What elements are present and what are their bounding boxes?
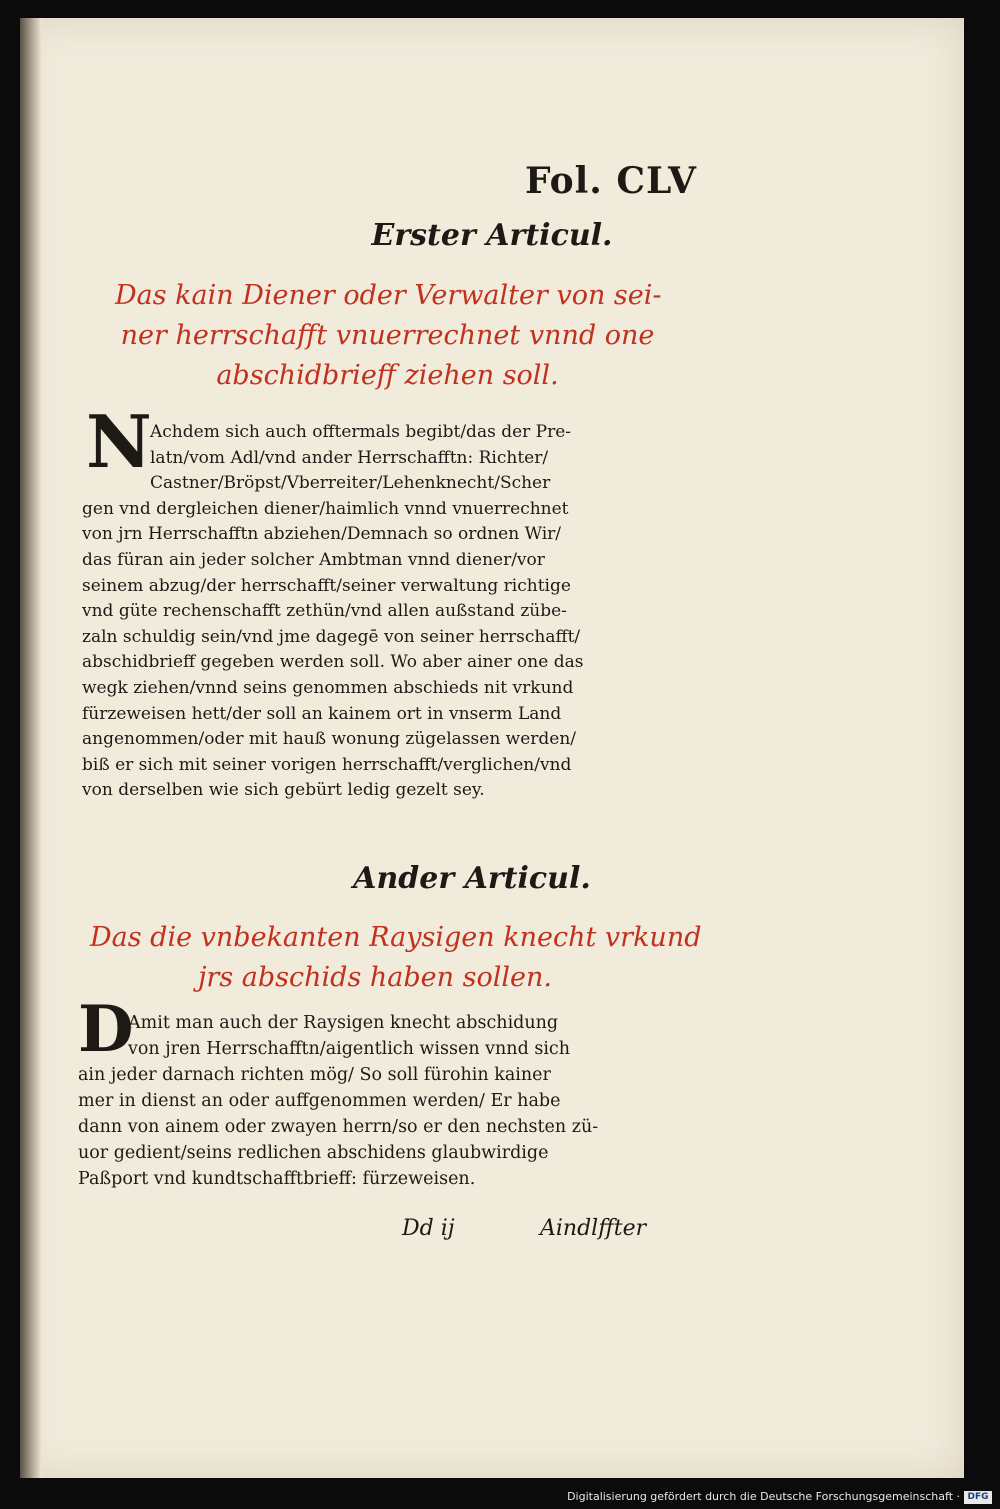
article-1-rubric — [115, 276, 660, 396]
body-line: wegk ziehen/vnnd seins genommen abschieds nit vrkund — [82, 677, 574, 698]
article-1-initial: N — [86, 399, 152, 484]
footer-credit: Digitalisierung gefördert durch die Deutsche Forschungsgemeinschaft · — [567, 1490, 960, 1503]
catchword: Aindlffter — [540, 1216, 647, 1241]
body-line: zaln schuldig sein/vnd jme dagegē von seiner herrschafft/ — [82, 626, 581, 647]
body-line: abschidbrieff gegeben werden soll. Wo aber ainer one das — [82, 652, 584, 673]
body-line: biß er sich mit seiner vorigen herrschafft/verglichen/vnd — [82, 754, 572, 775]
body-line: dann von ainem oder zwayen herrn/so er den nechsten zü- — [78, 1117, 599, 1137]
body-line: mer in dienst an oder auffgenommen werden/ Er habe — [78, 1091, 561, 1111]
article-2-initial: D — [78, 992, 134, 1067]
folio-number: Fol. CLV — [525, 160, 697, 202]
body-line: ain jeder darnach richten mög/ So soll fürohin kainer — [78, 1065, 551, 1085]
body-line: Amit man auch der Raysigen knecht abschidung — [128, 1013, 559, 1033]
article-2-heading: Ander Articul. — [353, 861, 591, 896]
body-line: von jren Herrschafftn/aigentlich wissen vnnd sich — [128, 1039, 570, 1059]
body-line: uor gedient/seins redlichen abschidens glaubwirdige — [78, 1143, 549, 1163]
dfg-logo-icon: DFG — [964, 1491, 992, 1504]
body-line: gen vnd dergleichen diener/haimlich vnnd vnuerrechnet — [82, 498, 569, 519]
body-line: vnd güte rechenschafft zethün/vnd allen außstand zübe- — [82, 601, 567, 622]
body-line: latn/vom Adl/vnd ander Herrschafftn: Richter/ — [150, 447, 549, 468]
body-line: Paßport vnd kundtschafftbrieff: fürzeweisen. — [78, 1169, 476, 1189]
book-page — [20, 18, 964, 1478]
article-2-body — [78, 1010, 673, 1192]
body-line: seinem abzug/der herrschafft/seiner verwaltung richtige — [82, 575, 571, 596]
body-line: angenommen/oder mit hauß wonung zügelassen werden/ — [82, 729, 577, 750]
rubric-line: abschidbrieff ziehen soll. — [216, 360, 559, 391]
article-1-body — [82, 420, 667, 804]
rubric-line: Das die vnbekanten Raysigen knecht vrkund — [90, 922, 702, 953]
body-line: Castner/Bröpst/Vberreiter/Lehenknecht/Scher — [150, 473, 551, 494]
rubric-line: jrs abschids haben sollen. — [198, 962, 552, 993]
body-line: fürzeweisen hett/der soll an kainem ort in vnserm Land — [82, 703, 562, 724]
signature-mark: Dd ij — [402, 1216, 455, 1241]
body-line: das füran ain jeder solcher Ambtman vnnd diener/vor — [82, 549, 545, 570]
body-line: von jrn Herrschafftn abziehen/Demnach so ordnen Wir/ — [82, 524, 562, 545]
rubric-line: ner herrschafft vnuerrechnet vnnd one — [120, 320, 655, 351]
article-2-rubric — [90, 918, 702, 998]
article-1-heading: Erster Articul. — [371, 218, 613, 253]
body-line: Achdem sich auch offtermals begibt/das der Pre- — [150, 422, 572, 442]
rubric-line: Das kain Diener oder Verwalter von sei- — [115, 280, 662, 311]
footer — [0, 1481, 1000, 1509]
body-line: von derselben wie sich gebürt ledig gezelt sey. — [82, 780, 485, 801]
